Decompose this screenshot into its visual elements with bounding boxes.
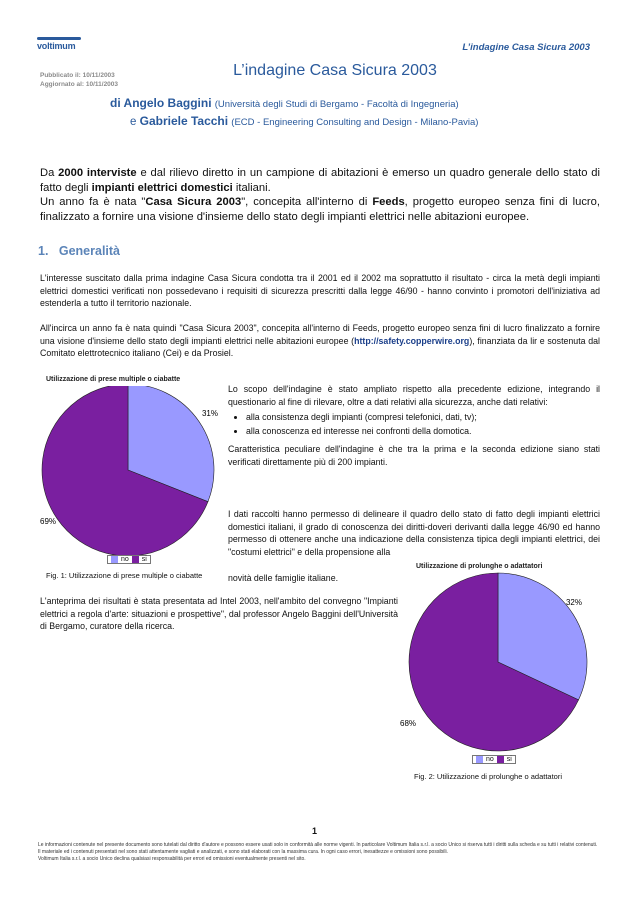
para2-text: ), finanziata da lir e sostenuta dal Comitato elettrotecnico italiano (Cei) e da Prosiel. [40, 335, 600, 358]
chart2-label-si: 68% [400, 719, 417, 728]
chart1-legend [107, 555, 151, 564]
intro-text: e dal rilievo diretto in un campione di abitazioni è emerso un quadro generale dello stato di fatto degli [40, 167, 600, 194]
bullet-list [246, 411, 600, 437]
chart2-legend-swatch-si [497, 756, 504, 763]
intro-text: ", concepita all'interno di [241, 196, 373, 208]
left-bottom-paragraph: L'anteprima dei risultati è stata presentata ad Intel 2003, nell'ambito del convegno "Impianti elettrici a regola d'arte: situazioni e prospettive", dal professor Angelo Baggini dell'Università di Bergamo, curatore della ricerca. [40, 596, 398, 631]
chart2-legend [472, 755, 516, 764]
chart1-label-no: 31% [201, 409, 219, 418]
intro-bold: impianti elettrici domestici [91, 181, 233, 194]
published-date: Pubblicato il: 10/11/2003 [40, 72, 115, 79]
right-paragraph-2: Caratteristica peculiare dell'indagine è che tra la prima e la seconda edizione siano stati verificati direttamente più di 200 impianti. [228, 444, 600, 467]
chart1-legend-no: no [121, 556, 129, 563]
chart2-legend-no: no [486, 756, 494, 763]
voltimum-logo [37, 37, 81, 53]
intro-bold: Casa Sicura 2003 [145, 196, 242, 208]
para2-text: All'incirca un anno fa è nata quindi "Casa Sicura 2003", concepita all'interno di Feeds, progetto europeo senza fini di lucro finalizzato a fornire una visione d'insieme dello stato degli impianti elettrici nelle abitazioni europee ( [40, 323, 600, 346]
right-column [228, 383, 600, 468]
chart2-legend-swatch-no [476, 756, 483, 763]
footer-disclaimer [38, 842, 598, 862]
section-title: Generalità [58, 244, 120, 258]
intro-para-1 [40, 166, 600, 195]
author1-name: di Angelo Baggini [110, 96, 212, 110]
page-title: L’indagine Casa Sicura 2003 [233, 62, 437, 79]
chart2-slices [409, 573, 587, 751]
author2-affiliation: (ECD - Engineering Consulting and Design - Milano-Pavia) [231, 117, 479, 128]
footer-line: Il materiale ed i contenuti presentati nel sono stati attentamente vagliati e analizzati, e sono stati elaborati con la massima cura. In ogni caso errori, inesattezze e omissioni sono possibili. [38, 848, 448, 855]
author1-affiliation: (Università degli Studi di Bergamo - Facoltà di Ingegneria) [214, 99, 459, 110]
updated-date: Aggiornato al: 10/11/2003 [40, 80, 119, 88]
intro-block [40, 166, 600, 224]
chart2-pie [398, 568, 598, 753]
intro-text: Da [40, 167, 59, 179]
body-paragraph-2 [40, 322, 600, 360]
body-paragraph-1: L'interesse suscitato dalla prima indagine Casa Sicura condotta tra il 2001 ed il 2002 ma soprattutto il risultato - circa la metà degli impianti elettrici domestici verificati non possedevano i requisiti di sicurezza prescritti dalla legge 46/90 - hanno convinto i promotori dell'iniziativa ad estenderla a tutto il territorio nazionale. [40, 273, 600, 308]
logo-text: voltimum [37, 41, 76, 51]
section-number: 1. [38, 244, 49, 258]
intro-para-2 [40, 195, 600, 224]
logo-swoosh [37, 37, 81, 40]
author2-name: Gabriele Tacchi [139, 114, 229, 128]
chart1-label-si: 69% [40, 517, 57, 526]
copperwire-link[interactable]: http://safety.copperwire.org [354, 335, 470, 346]
author2-prefix: e [130, 116, 137, 128]
author-line-2 [130, 114, 560, 128]
intro-text: italiani. [232, 181, 271, 194]
bullet-item: • alla conoscenza ed interesse nei confronti della domotica. [246, 425, 600, 438]
chart2-title: Utilizzazione di prolunghe o adattatori [416, 563, 543, 570]
footer-line: Voltimum Italia s.r.l. a socio Unico declina qualsiasi responsabilità per errori ed omissioni eventualmente presenti nel sito. [38, 855, 306, 862]
running-head: L’indagine Casa Sicura 2003 [462, 42, 590, 53]
chart1-title: Utilizzazione di prese multiple o ciabatte [46, 376, 181, 383]
right-paragraph-3-end: novità delle famiglie italiane. [228, 573, 339, 583]
chart1-legend-swatch-no [111, 556, 118, 563]
page-number: 1 [312, 826, 318, 836]
section-heading [38, 244, 120, 258]
chart1-caption: Fig. 1: Utilizzazione di prese multiple o ciabatte [46, 571, 203, 580]
chart1-pie [40, 386, 225, 570]
chart1-legend-si: si [141, 556, 147, 563]
chart1-legend-swatch-si [132, 556, 139, 563]
publication-dates [40, 72, 118, 89]
footer-line: Le informazioni contenute nel presente documento sono tutelati dal diritto d'autore e possono essere usati solo in conformità alle norme vigenti. In particolare Voltimum Italia s.r.l. a socio Unico si riserva tutti i diritti sulla scheda e su tutti i relativi contenuti. [38, 842, 598, 848]
intro-bold: Feeds [372, 196, 405, 208]
intro-text: Un anno fa è nata " [40, 196, 146, 208]
chart1-slices [42, 386, 214, 556]
intro-bold: 2000 interviste [58, 167, 137, 179]
chart2-legend-si: si [506, 756, 512, 763]
right-paragraph-1: Lo scopo dell'indagine è stato ampliato rispetto alla precedente edizione, integrando il questionario al fine di rilevare, oltre a dati relativi alla sicurezza, anche dati relativi: [228, 384, 600, 407]
intro-text: , progetto europeo senza fini di lucro, finalizzato a fornire una visione d'insieme dello stato degli impianti elettrici nelle abitazioni europee. [40, 196, 600, 223]
chart2-caption: Fig. 2: Utilizzazione di prolunghe o adattatori [414, 772, 563, 781]
author-line-1 [110, 96, 540, 110]
bullet-item: • alla consistenza degli impianti (compresi telefonici, dati, tv); [246, 411, 600, 424]
chart2-label-no: 32% [565, 598, 583, 607]
right-paragraph-3: I dati raccolti hanno permesso di delineare il quadro dello stato di fatto degli impianti elettrici domestici italiani, il grado di conoscenza dei diritti-doveri derivanti dalla legge 46/90 ed hanno permesso di ottenere anche una indicazione della consistenza tipica degli impianti elettrici, dei "costumi elettrici" e della propensione alla [228, 509, 600, 557]
